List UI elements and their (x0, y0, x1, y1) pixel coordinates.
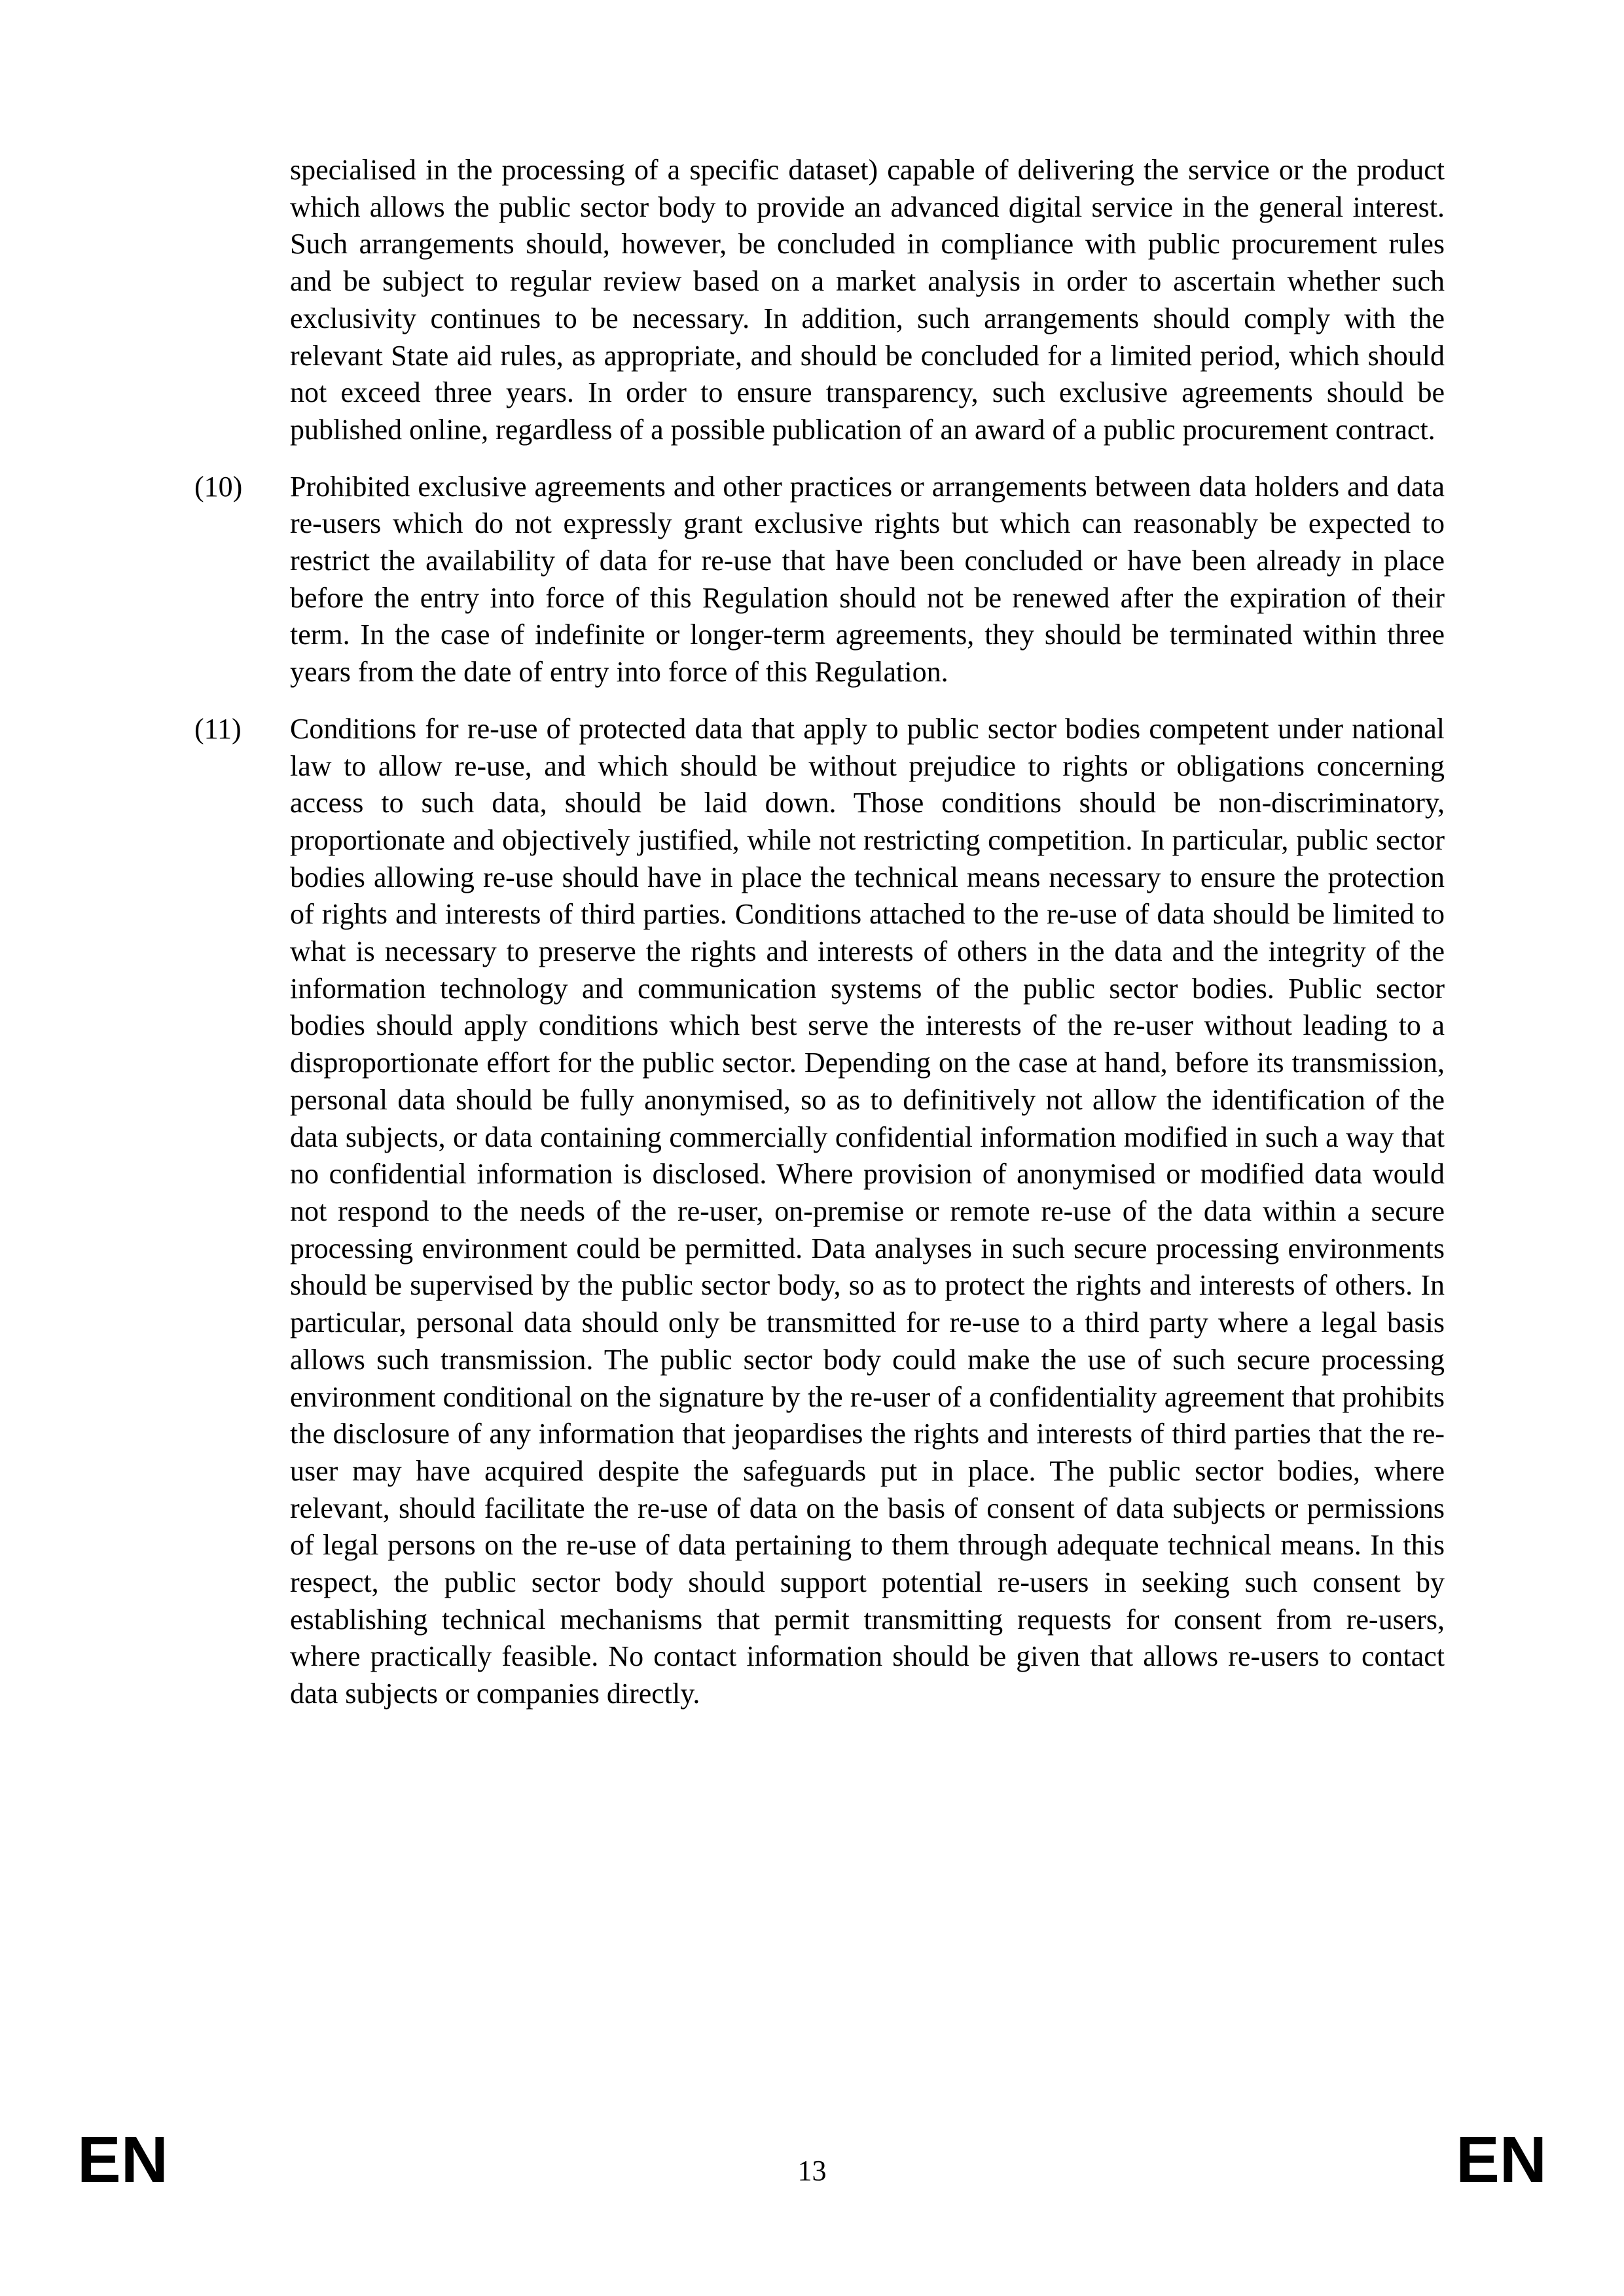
continuation-paragraph (194, 152, 1445, 449)
page-body-text (194, 152, 1445, 1713)
footer-language-code-left: EN (77, 2123, 168, 2197)
page-number: 13 (797, 2155, 827, 2187)
paragraph-text: specialised in the processing of a specific dataset) capable of delivering the service or the product which allows the public sector body to provide an advanced digital service in the general interest. Such arrangements should, however, be concluded in compliance with public procurement rules and be subject to regular review based on a market analysis in order to ascertain whether such exclusivity continues to be necessary. In addition, such arrangements should comply with the relevant State aid rules, as appropriate, and should be concluded for a limited period, which should not exceed three years. In order to ensure transparency, such exclusive agreements should be published online, regardless of a possible publication of an award of a public procurement contract. (290, 154, 1445, 446)
footer-language-code-right: EN (1456, 2123, 1547, 2197)
recital-item-10 (194, 469, 1445, 691)
paragraph-text: Conditions for re-use of protected data that apply to public sector bodies competent under national law to allow re-use, and which should be without prejudice to rights or obligations concerning access to such data, should be laid down. Those conditions should be non-discriminatory, proportionate and objectively justified, while not restricting competition. In particular, public sector bodies allowing re-use should have in place the technical means necessary to ensure the protection of rights and interests of third parties. Conditions attached to the re-use of data should be limited to what is necessary to preserve the rights and interests of others in the data and the integrity of the information technology and communication systems of the public sector bodies. Public sector bodies should apply conditions which best serve the interests of the re-user without leading to a disproportionate effort for the public sector. Depending on the case at hand, before its transmission, personal data should be fully anonymised, so as to definitively not allow the identification of the data subjects, or data containing commercially confidential information modified in such a way that no confidential information is disclosed. Where provision of anonymised or modified data would not respond to the needs of the re-user, on-premise or remote re-use of the data within a secure processing environment could be permitted. Data analyses in such secure processing environments should be supervised by the public sector body, so as to protect the rights and interests of others. In particular, personal data should only be transmitted for re-use to a third party where a legal basis allows such transmission. The public sector body could make the use of such secure processing environment conditional on the signature by the re-user of a confidentiality agreement that prohibits the disclosure of any information that jeopardises the rights and interests of third parties that the re-user may have acquired despite the safeguards put in place. The public sector bodies, where relevant, should facilitate the re-use of data on the basis of consent of data subjects or permissions of legal persons on the re-use of data pertaining to them through adequate technical means. In this respect, the public sector body should support potential re-users in seeking such consent by establishing technical mechanisms that permit transmitting requests for consent from re-users, where practically feasible. No contact information should be given that allows re-users to contact data subjects or companies directly. (290, 712, 1445, 1710)
recital-item-11 (194, 711, 1445, 1713)
paragraph-text: Prohibited exclusive agreements and other practices or arrangements between data holders and data re-users which do not expressly grant exclusive rights but which can reasonably be expected to restrict the availability of data for re-use that have been concluded or have been already in place before the entry into force of this Regulation should not be renewed after the expiration of their term. In the case of indefinite or longer-term agreements, they should be terminated within three years from the date of entry into force of this Regulation. (290, 470, 1445, 689)
item-number: (11) (194, 712, 242, 745)
item-number: (10) (194, 470, 243, 503)
